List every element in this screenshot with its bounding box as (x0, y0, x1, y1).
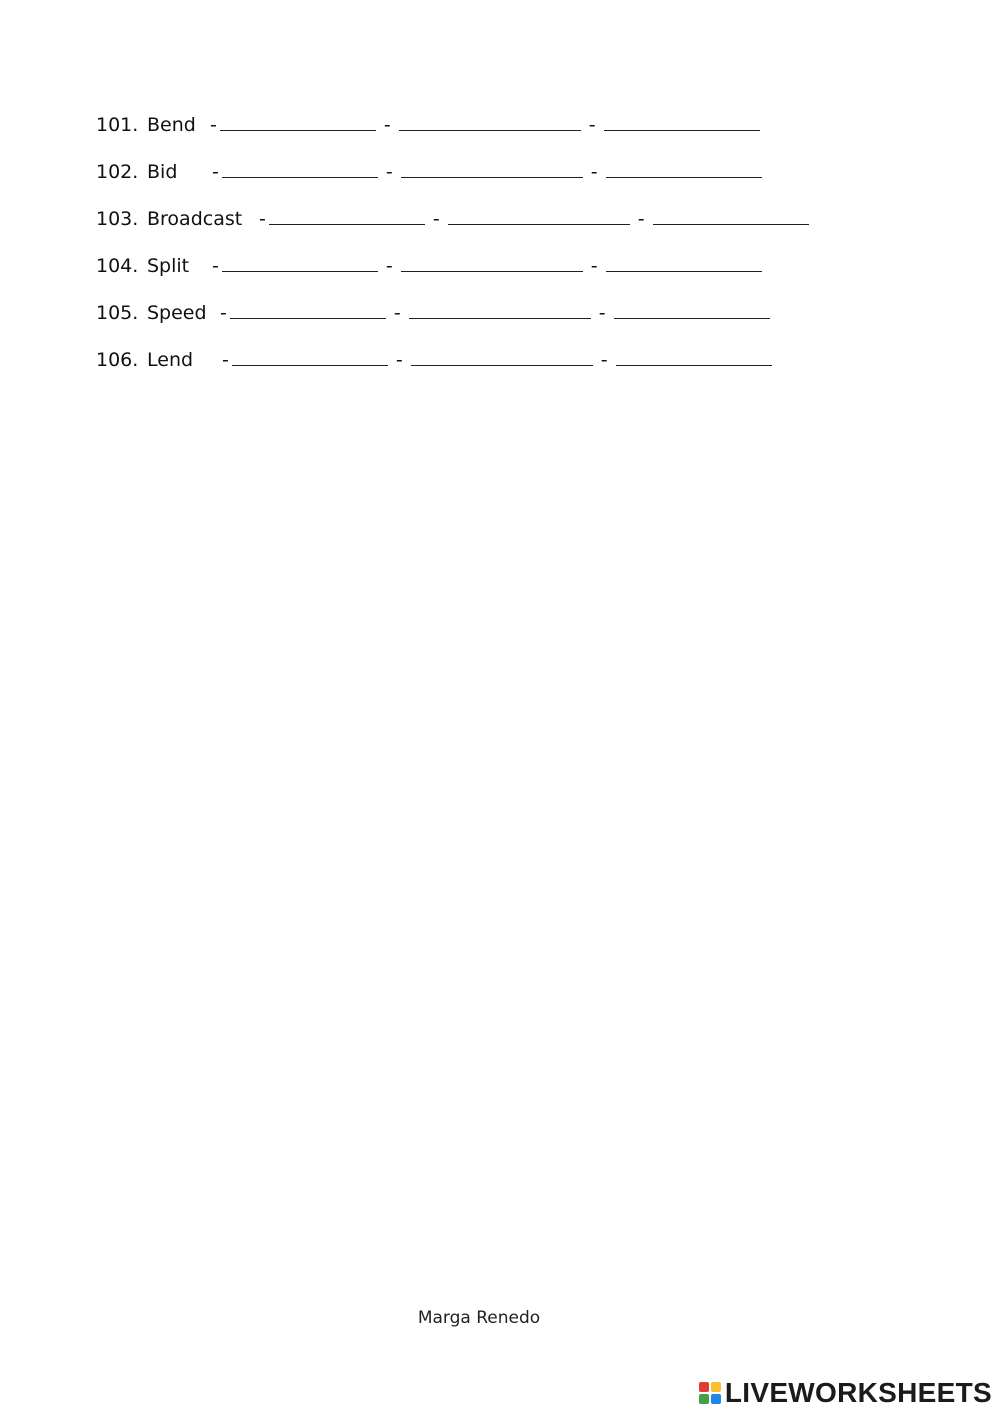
separator: - (220, 302, 227, 324)
separator: - (212, 255, 219, 277)
separator: - (259, 208, 266, 230)
answer-blank-participle[interactable] (448, 202, 630, 225)
logo-square-green (699, 1394, 709, 1404)
separator: - (222, 349, 229, 371)
separator: - (600, 349, 608, 371)
logo-square-blue (711, 1394, 721, 1404)
author-footer: Marga Renedo (417, 1308, 541, 1328)
worksheet-item (96, 108, 809, 155)
liveworksheets-logo-icon (699, 1382, 721, 1404)
item-verb: Bend (147, 114, 196, 136)
item-number: 106. (96, 349, 139, 371)
worksheet-item (96, 343, 809, 390)
separator: - (588, 114, 596, 136)
separator: - (393, 302, 401, 324)
item-number: 102. (96, 161, 139, 183)
item-number: 105. (96, 302, 139, 324)
worksheet-item (96, 249, 809, 296)
answer-blank-participle[interactable] (401, 249, 583, 272)
item-verb: Broadcast (147, 208, 243, 230)
worksheet-list (96, 108, 809, 390)
item-number: 103. (96, 208, 139, 230)
answer-blank-meaning[interactable] (653, 202, 809, 225)
answer-blank-past[interactable] (232, 343, 388, 366)
brand-text: LIVEWORKSHEETS (724, 1377, 992, 1408)
answer-blank-meaning[interactable] (616, 343, 772, 366)
answer-blank-meaning[interactable] (604, 108, 760, 131)
item-verb: Bid (147, 161, 178, 183)
answer-blank-meaning[interactable] (606, 155, 762, 178)
separator: - (637, 208, 645, 230)
item-verb: Lend (147, 349, 194, 371)
item-verb: Split (147, 255, 190, 277)
liveworksheets-brand (699, 1379, 992, 1407)
answer-blank-past[interactable] (269, 202, 425, 225)
answer-blank-past[interactable] (220, 108, 376, 131)
answer-blank-past[interactable] (222, 249, 378, 272)
answer-blank-past[interactable] (230, 296, 386, 319)
separator: - (590, 255, 598, 277)
separator: - (385, 255, 393, 277)
answer-blank-past[interactable] (222, 155, 378, 178)
separator: - (385, 161, 393, 183)
separator: - (210, 114, 217, 136)
worksheet-item (96, 155, 809, 202)
separator: - (212, 161, 219, 183)
separator: - (432, 208, 440, 230)
separator: - (383, 114, 391, 136)
answer-blank-participle[interactable] (409, 296, 591, 319)
answer-blank-meaning[interactable] (614, 296, 770, 319)
separator: - (590, 161, 598, 183)
answer-blank-meaning[interactable] (606, 249, 762, 272)
logo-square-red (699, 1382, 709, 1392)
item-verb: Speed (147, 302, 207, 324)
separator: - (598, 302, 606, 324)
worksheet-item (96, 296, 809, 343)
item-number: 101. (96, 114, 139, 136)
answer-blank-participle[interactable] (399, 108, 581, 131)
answer-blank-participle[interactable] (411, 343, 593, 366)
worksheet-item (96, 202, 809, 249)
answer-blank-participle[interactable] (401, 155, 583, 178)
logo-square-yellow (711, 1382, 721, 1392)
item-number: 104. (96, 255, 139, 277)
separator: - (395, 349, 403, 371)
